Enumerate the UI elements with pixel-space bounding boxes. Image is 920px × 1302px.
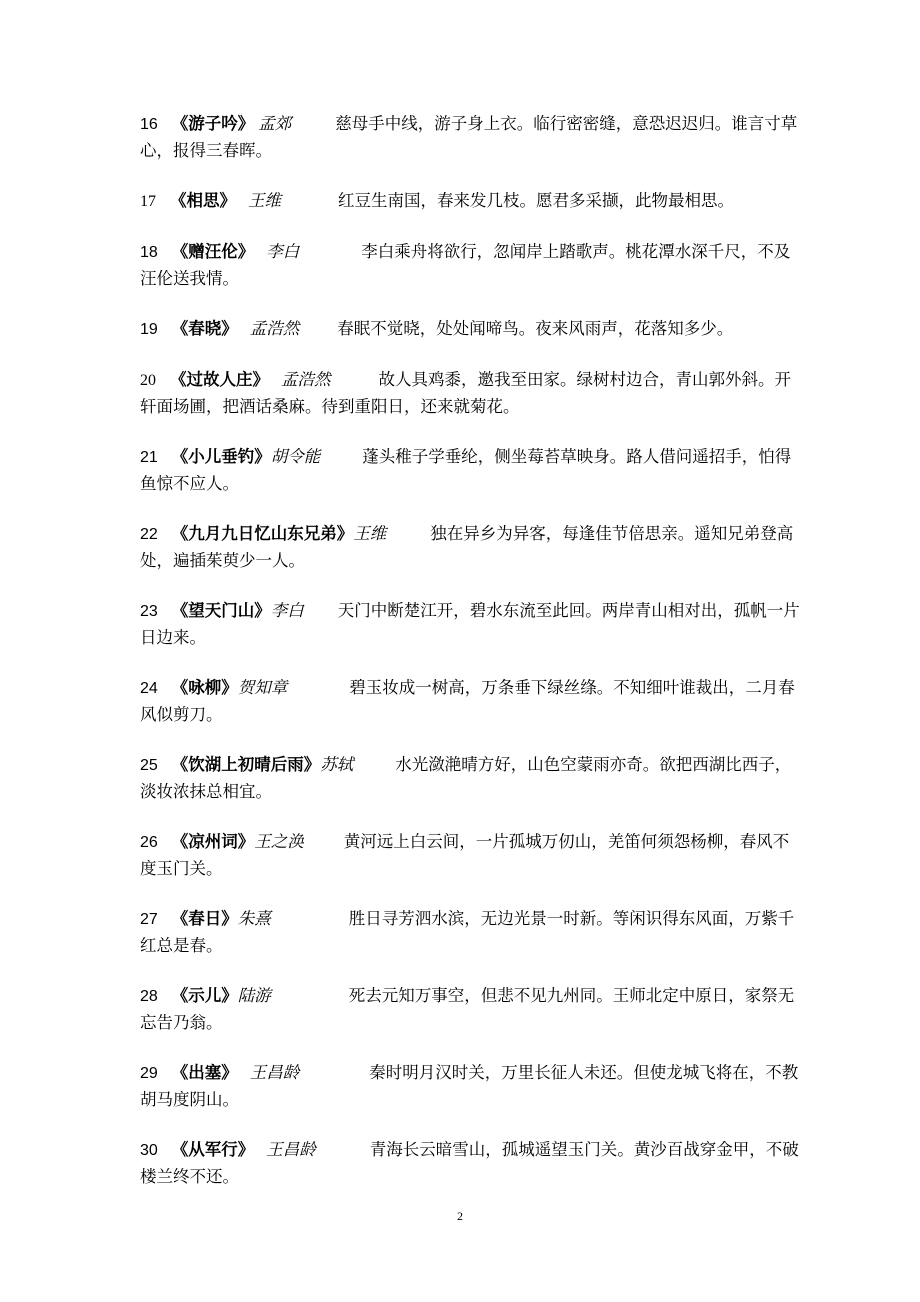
poem-number: 18 bbox=[140, 244, 158, 261]
poem-entry bbox=[140, 983, 800, 1036]
poem-entry bbox=[140, 829, 800, 882]
poem-author: 王之涣 bbox=[254, 832, 304, 851]
poem-text: 碧玉妆成一树高，万条垂下绿丝绦。不知细叶谁裁出，二月春风似剪刀。 bbox=[140, 678, 795, 724]
poem-author: 王昌龄 bbox=[266, 1140, 316, 1159]
poem-text: 青海长云暗雪山，孤城遥望玉门关。黄沙百战穿金甲，不破楼兰终不还。 bbox=[140, 1140, 799, 1186]
poem-entry bbox=[140, 1060, 800, 1113]
poem-text: 胜日寻芳泗水滨，无边光景一时新。等闲识得东风面，万紫千红总是春。 bbox=[140, 909, 795, 955]
poem-number: 27 bbox=[140, 911, 158, 928]
poem-title: 《从军行》 bbox=[171, 1140, 255, 1159]
poem-title: 《凉州词》 bbox=[171, 832, 255, 851]
poem-text: 黄河远上白云间，一片孤城万仞山，羌笛何须怨杨柳，春风不度玉门关。 bbox=[140, 832, 790, 878]
poem-title: 《示儿》 bbox=[171, 986, 238, 1005]
poem-text: 死去元知万事空，但悲不见九州同。王师北定中原日，家祭无忘告乃翁。 bbox=[140, 986, 795, 1032]
poem-title: 《春晓》 bbox=[171, 319, 238, 338]
poem-number: 19 bbox=[140, 321, 158, 338]
poem-author: 苏轼 bbox=[320, 755, 354, 774]
poem-text: 红豆生南国，春来发几枝。愿君多采撷，此物最相思。 bbox=[338, 191, 734, 210]
poem-text: 故人具鸡黍，邀我至田家。绿树村边合，青山郭外斜。开轩面场圃，把酒话桑麻。待到重阳日，还来就菊花。 bbox=[140, 370, 791, 416]
poem-author: 王昌龄 bbox=[249, 1063, 300, 1082]
poem-title: 《过故人庄》 bbox=[170, 370, 269, 389]
poem-list bbox=[140, 111, 800, 1214]
poem-title: 《咏柳》 bbox=[171, 678, 238, 697]
poem-author: 李白 bbox=[266, 242, 300, 261]
poem-author: 王维 bbox=[248, 191, 281, 210]
poem-title: 《春日》 bbox=[171, 909, 238, 928]
poem-number: 20 bbox=[140, 372, 156, 389]
poem-author: 孟浩然 bbox=[281, 370, 331, 389]
poem-text: 秦时明月汉时关，万里长征人未还。但使龙城飞将在，不教胡马度阴山。 bbox=[140, 1063, 799, 1109]
poem-text: 水光潋滟晴方好，山色空蒙雨亦奇。欲把西湖比西子，淡妆浓抹总相宜。 bbox=[140, 755, 792, 801]
poem-author: 胡令能 bbox=[270, 447, 321, 466]
poem-entry bbox=[140, 367, 800, 420]
poem-entry bbox=[140, 521, 800, 574]
poem-author: 孟郊 bbox=[258, 114, 292, 133]
poem-entry bbox=[140, 752, 800, 805]
poem-number: 25 bbox=[140, 757, 158, 774]
poem-author: 李白 bbox=[270, 601, 304, 620]
poem-author: 王维 bbox=[353, 524, 387, 543]
poem-entry bbox=[140, 239, 800, 292]
poem-number: 21 bbox=[140, 449, 158, 466]
poem-text: 慈母手中线，游子身上衣。临行密密缝，意恐迟迟归。谁言寸草心，报得三春晖。 bbox=[140, 114, 798, 160]
poem-title: 《赠汪伦》 bbox=[171, 242, 255, 261]
poem-entry bbox=[140, 111, 800, 164]
poem-entry bbox=[140, 1137, 800, 1190]
poem-number: 16 bbox=[140, 116, 158, 133]
poem-title: 《相思》 bbox=[170, 191, 236, 210]
poem-number: 17 bbox=[140, 193, 156, 210]
poem-text: 春眠不觉晓，处处闻啼鸟。夜来风雨声，花落知多少。 bbox=[337, 319, 734, 338]
poem-author: 朱熹 bbox=[237, 909, 271, 928]
poem-entry bbox=[140, 316, 800, 343]
poem-text: 独在异乡为异客，每逢佳节倍思亲。遥知兄弟登高处，遍插茱萸少一人。 bbox=[140, 524, 794, 570]
poem-number: 24 bbox=[140, 680, 158, 697]
poem-entry bbox=[140, 906, 800, 959]
poem-title: 《游子吟》 bbox=[171, 114, 255, 133]
poem-title: 《九月九日忆山东兄弟》 bbox=[171, 524, 354, 543]
poem-number: 23 bbox=[140, 603, 158, 620]
poem-number: 28 bbox=[140, 988, 158, 1005]
poem-number: 26 bbox=[140, 834, 158, 851]
page-number: 2 bbox=[457, 1209, 463, 1223]
poem-text: 李白乘舟将欲行，忽闻岸上踏歌声。桃花潭水深千尺，不及汪伦送我情。 bbox=[140, 242, 791, 288]
poem-number: 30 bbox=[140, 1142, 158, 1159]
poem-title: 《出塞》 bbox=[171, 1063, 238, 1082]
poem-author: 孟浩然 bbox=[249, 319, 300, 338]
poem-title: 《望天门山》 bbox=[171, 601, 271, 620]
poem-author: 陆游 bbox=[237, 986, 271, 1005]
poem-title: 《饮湖上初晴后雨》 bbox=[171, 755, 321, 774]
poem-text: 天门中断楚江开，碧水东流至此回。两岸青山相对出，孤帆一片日边来。 bbox=[140, 601, 800, 647]
poem-title: 《小儿垂钓》 bbox=[171, 447, 271, 466]
poem-entry bbox=[140, 188, 800, 215]
poem-entry bbox=[140, 444, 800, 497]
poem-author: 贺知章 bbox=[237, 678, 288, 697]
poem-entry bbox=[140, 598, 800, 651]
poem-entry bbox=[140, 675, 800, 728]
poem-text: 蓬头稚子学垂纶，侧坐莓苔草映身。路人借问遥招手，怕得鱼惊不应人。 bbox=[140, 447, 792, 493]
poem-number: 29 bbox=[140, 1065, 158, 1082]
poem-number: 22 bbox=[140, 526, 158, 543]
